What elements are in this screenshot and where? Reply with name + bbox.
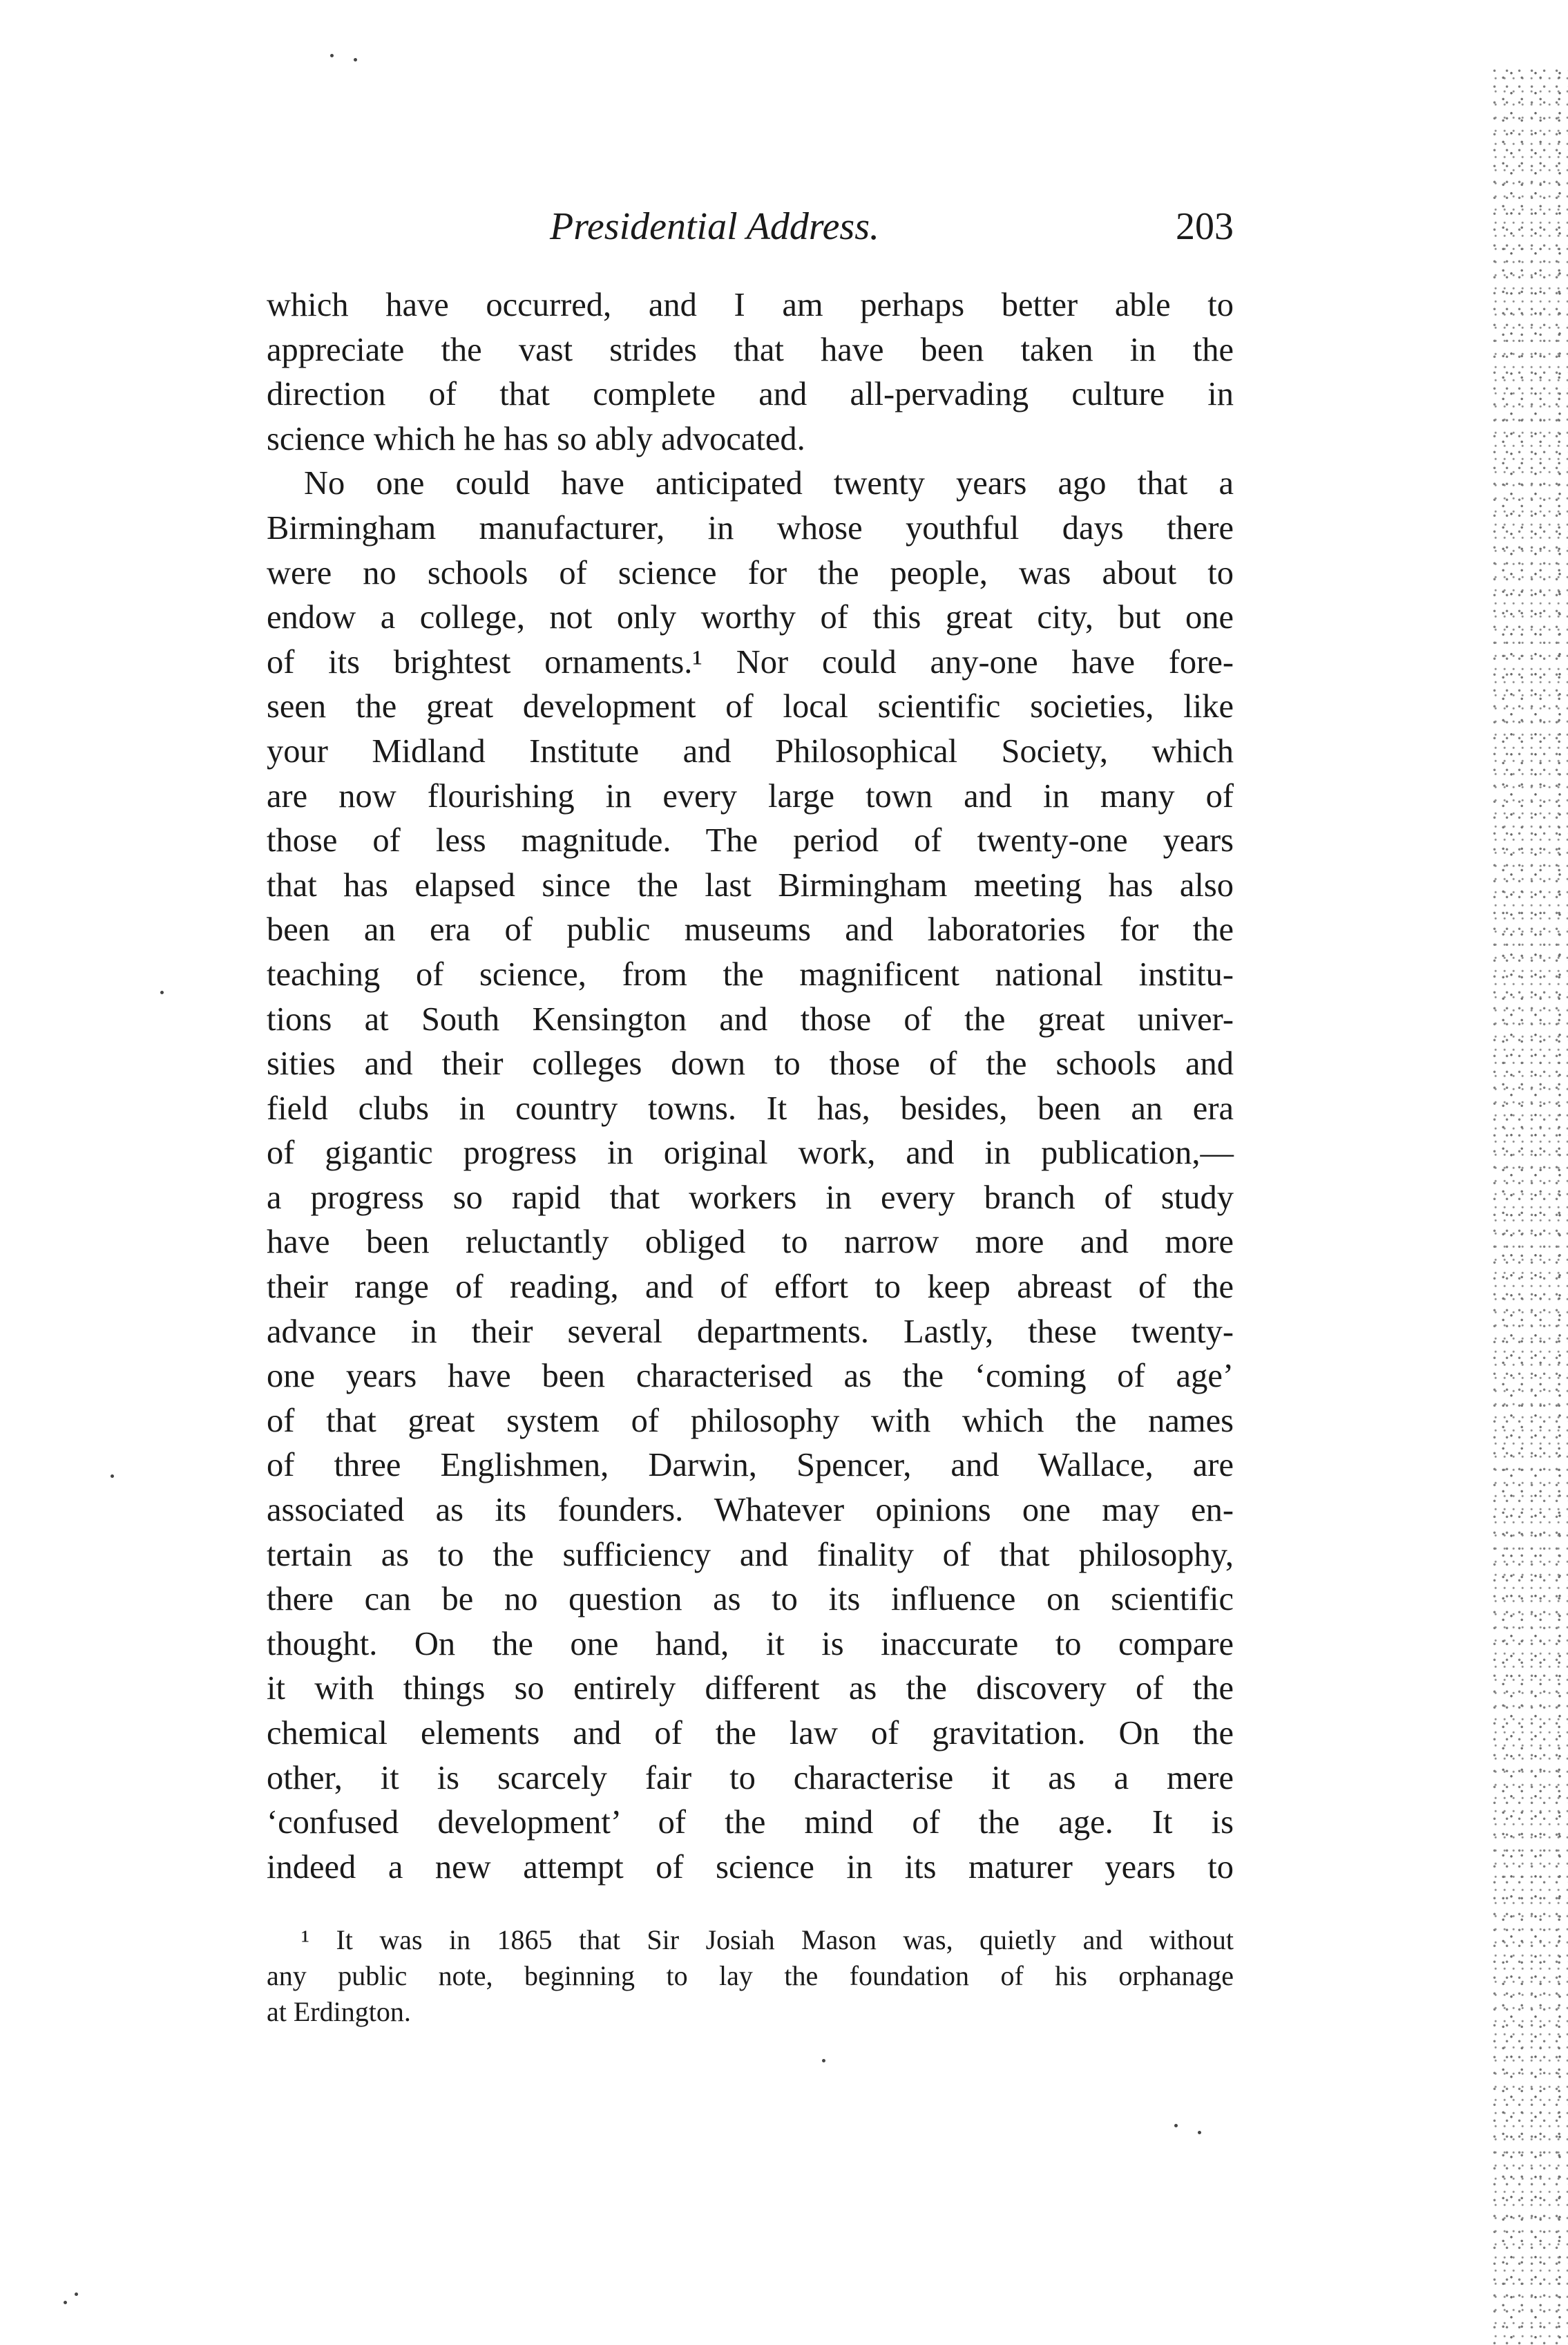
text-line: teaching of science, from the magnificent national institu- [267,956,1234,993]
running-head [267,202,1234,257]
text-line: chemical elements and of the law of gravitation. On the [267,1715,1234,1751]
text-line: direction of that complete and all-pervading culture in [267,376,1234,413]
text-line: tions at South Kensington and those of the great univer- [267,1000,1234,1038]
scan-speck [1174,2124,1178,2127]
text-line: endow a college, not only worthy of this great city, but one [267,599,1234,636]
scan-speck [75,2292,78,2296]
scan-speck [111,1474,114,1478]
scan-speck [160,991,164,994]
scan-speck [1198,2131,1201,2134]
text-line: your Midland Institute and Philosophical Society, which [267,732,1234,770]
text-line: tertain as to the sufficiency and finality of that philosophy, [267,1536,1234,1573]
text-line: that has elapsed since the last Birmingham meeting has also [267,866,1234,904]
scan-speck [354,58,357,61]
scan-speck [822,2059,825,2062]
scanned-page-edge [1492,69,1568,2345]
text-line: have been reluctantly obliged to narrow more and more [267,1224,1234,1261]
text-line: indeed a new attempt of science in its maturer years to [267,1848,1234,1886]
text-line: thought. On the one hand, it is inaccurate to compare [267,1625,1234,1662]
text-line: of three Englishmen, Darwin, Spencer, and Wallace, are [267,1447,1234,1484]
text-line: of gigantic progress in original work, and in publication,— [267,1134,1234,1172]
text-line: of its brightest ornaments.¹ Nor could any-one have fore- [267,643,1234,681]
scan-speck [64,2301,67,2304]
text-line: a progress so rapid that workers in every branch of study [267,1179,1234,1216]
footnote-line: ¹ It was in 1865 that Sir Josiah Mason was, quietly and without [301,1924,1234,1955]
footnotes [267,1922,1234,2030]
text-line: which have occurred, and I am perhaps better able to [267,287,1234,323]
text-line: those of less magnitude. The period of twenty-one years [267,822,1234,860]
text-line: there can be no question as to its influence on scientific [267,1581,1234,1618]
text-line: of that great system of philosophy with which the names [267,1402,1234,1439]
text-line: No one could have anticipated twenty years ago that a [304,465,1234,502]
footnote-line: any public note, beginning to lay the foundation of his orphanage [267,1960,1234,1991]
text-line: associated as its founders. Whatever opinions one may en- [267,1492,1234,1529]
text-line: field clubs in country towns. It has, besides, been an era [267,1090,1234,1127]
text-line: been an era of public museums and laboratories for the [267,911,1234,949]
text-line: advance in their several departments. Lastly, these twenty- [267,1313,1234,1350]
text-line: appreciate the vast strides that have been taken in the [267,331,1234,368]
footnote-line: at Erdington. [267,1996,411,2027]
text-line: are now flourishing in every large town and in many of [267,777,1234,815]
running-title: Presidential Address. [550,205,880,248]
body-text [267,283,1234,1890]
text-line: were no schools of science for the people, was about to [267,554,1234,591]
text-line: one years have been characterised as the ‘coming of age’ [267,1358,1234,1395]
page-number: 203 [1176,205,1234,248]
text-line: other, it is scarcely fair to characterise it as a mere [267,1759,1234,1796]
text-line: Birmingham manufacturer, in whose youthful days there [267,509,1234,547]
text-line: their range of reading, and of effort to keep abreast of the [267,1269,1234,1306]
text-line: seen the great development of local scientific societies, like [267,688,1234,725]
text-line: ‘confused development’ of the mind of the age. It is [267,1804,1234,1841]
text-line: science which he has so ably advocated. [267,420,805,457]
text-line: it with things so entirely different as the discovery of the [267,1670,1234,1707]
scan-speck [330,54,334,57]
text-line: sities and their colleges down to those of the schools and [267,1045,1234,1083]
